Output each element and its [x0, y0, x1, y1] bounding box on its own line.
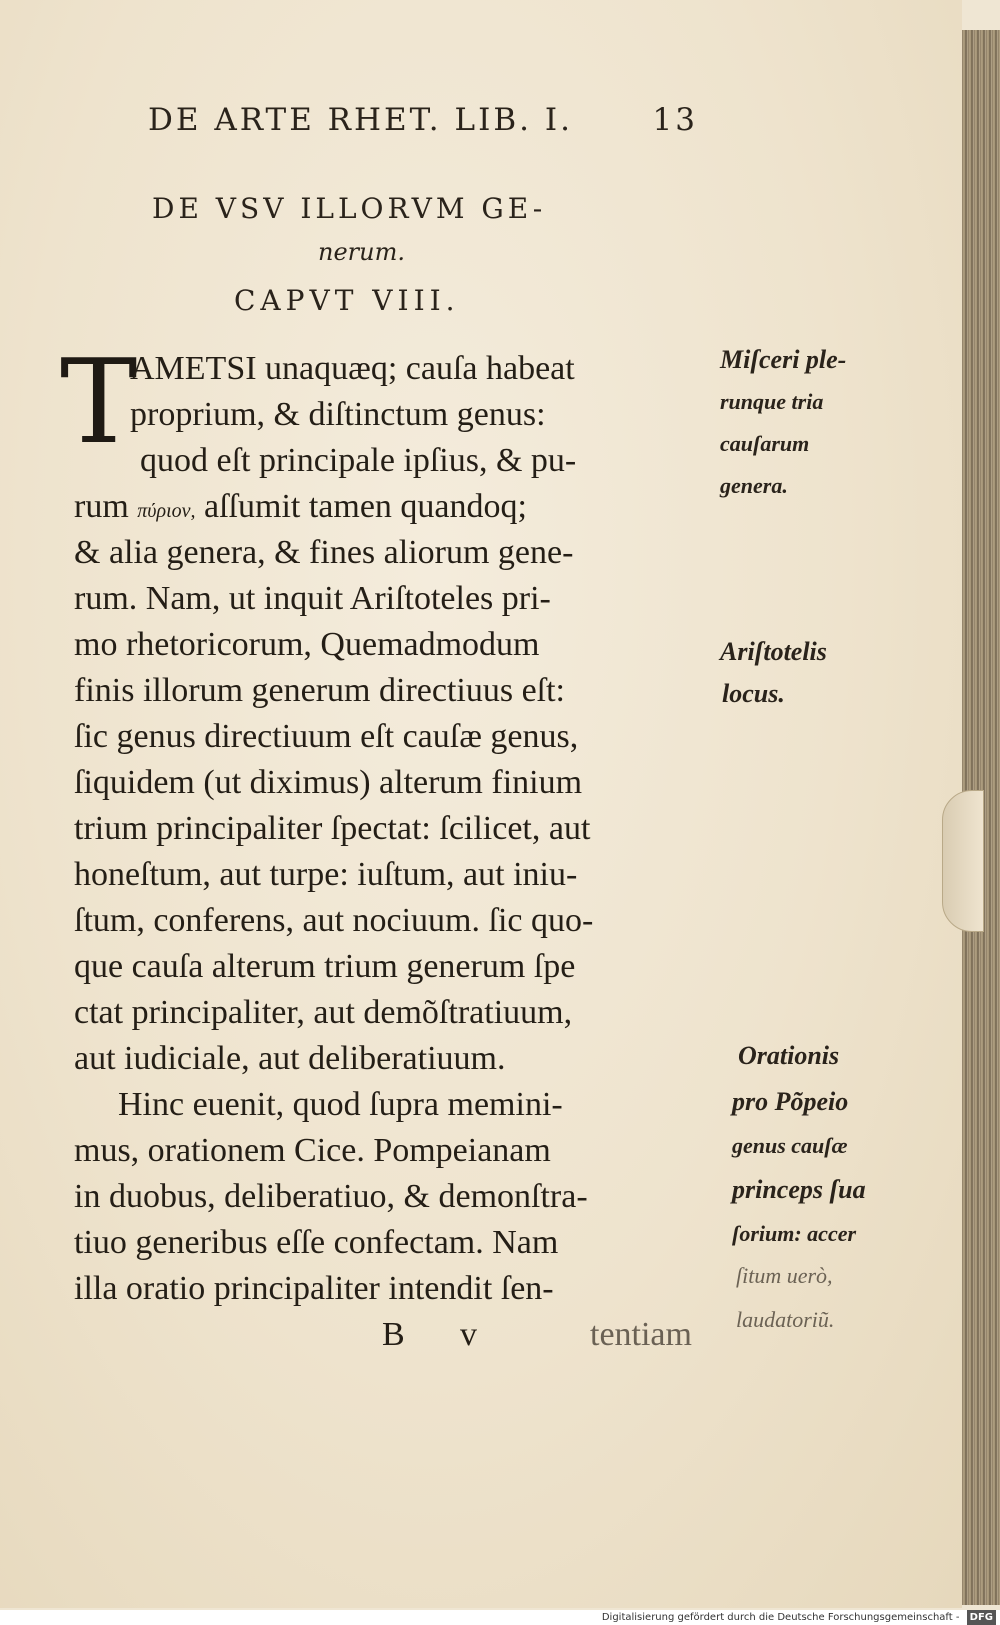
- running-title: DE ARTE RHET. LIB. I.: [148, 102, 573, 138]
- margin-note-line: cauſarum: [720, 431, 810, 456]
- greek-word: πύριον,: [137, 500, 196, 522]
- margin-note-line: Ariſtotelis: [720, 637, 827, 666]
- body-line: mus, orationem Cice. Pompeianam: [74, 1132, 551, 1169]
- margin-note-line: genus cauſæ: [732, 1133, 848, 1158]
- body-line: honeſtum, aut turpe: iuſtum, aut iniu-: [74, 856, 578, 893]
- margin-note-line: laudatoriũ.: [736, 1307, 835, 1332]
- body-line: ſtum, conferens, aut nociuum. ſic quo-: [74, 902, 594, 939]
- body-line: ctat principaliter, aut demõſtratiuum,: [74, 994, 573, 1031]
- body-line: & alia genera, & fines aliorum gene-: [74, 534, 574, 571]
- chapter-number: CAPVT VIII.: [234, 284, 460, 317]
- margin-note-line: ſorium: accer: [732, 1221, 857, 1246]
- body-line: Hinc euenit, quod ſupra memini-: [118, 1086, 563, 1123]
- body-line: trium principaliter ſpectat: ſcilicet, aut: [74, 810, 591, 847]
- body-line: [74, 484, 527, 530]
- catchword: tentiam: [590, 1316, 692, 1353]
- body-line: AMETSI unaquæq; cauſa habeat: [130, 350, 575, 387]
- chapter-title-line-2: nerum.: [318, 238, 405, 266]
- body-line: finis illorum generum directiuus eſt:: [74, 672, 566, 709]
- body-line: rum. Nam, ut inquit Ariſtoteles pri-: [74, 580, 551, 617]
- chapter-title-line-1: DE VSV ILLORVM GE-: [152, 192, 547, 225]
- margin-note-line: Orationis: [738, 1041, 840, 1070]
- signature-number: v: [460, 1316, 477, 1353]
- body-line: que cauſa alterum trium generum ſpe: [74, 948, 576, 985]
- body-line-start: rum: [74, 488, 129, 525]
- margin-note-line: runque tria: [720, 389, 824, 414]
- body-line: quod eſt principale ipſius, & pu-: [140, 442, 577, 479]
- footer-text: Digitalisierung gefördert durch die Deutsche Forschungsgemeinschaft: [601, 1612, 953, 1623]
- body-line-end: aſſumit tamen quandoq;: [204, 488, 527, 525]
- digitization-footer: Digitalisierung gefördert durch die Deutsche Forschungsgemeinschaft - DFG: [0, 1610, 1000, 1625]
- book-clasp: [942, 790, 984, 932]
- dfg-logo: DFG: [967, 1610, 996, 1625]
- body-line: ſiquidem (ut diximus) alterum finium: [74, 764, 583, 801]
- body-line: illa oratio principaliter intendit ſen-: [74, 1270, 554, 1307]
- body-line: tiuo generibus eſſe confectam. Nam: [74, 1224, 559, 1261]
- margin-note-line: pro Põpeio: [732, 1087, 849, 1116]
- drop-cap: T: [60, 335, 138, 470]
- body-line: ſic genus directiuum eſt cauſæ genus,: [74, 718, 579, 755]
- margin-note-line: Miſceri ple-: [720, 345, 847, 374]
- margin-note-line: locus.: [722, 679, 785, 708]
- body-line: mo rhetoricorum, Quemadmodum: [74, 626, 540, 663]
- running-header: [148, 102, 708, 146]
- margin-note-line: ſitum uerò,: [736, 1263, 833, 1288]
- folio-number: 13: [652, 102, 698, 138]
- margin-note-line: princeps ſua: [732, 1175, 866, 1204]
- margin-note-line: genera.: [720, 473, 788, 498]
- body-line: proprium, & diſtinctum genus:: [130, 396, 546, 433]
- signature-mark: B: [382, 1316, 405, 1353]
- body-line: in duobus, deliberatiuo, & demonſtra-: [74, 1178, 588, 1215]
- body-line: aut iudiciale, aut deliberatiuum.: [74, 1040, 506, 1077]
